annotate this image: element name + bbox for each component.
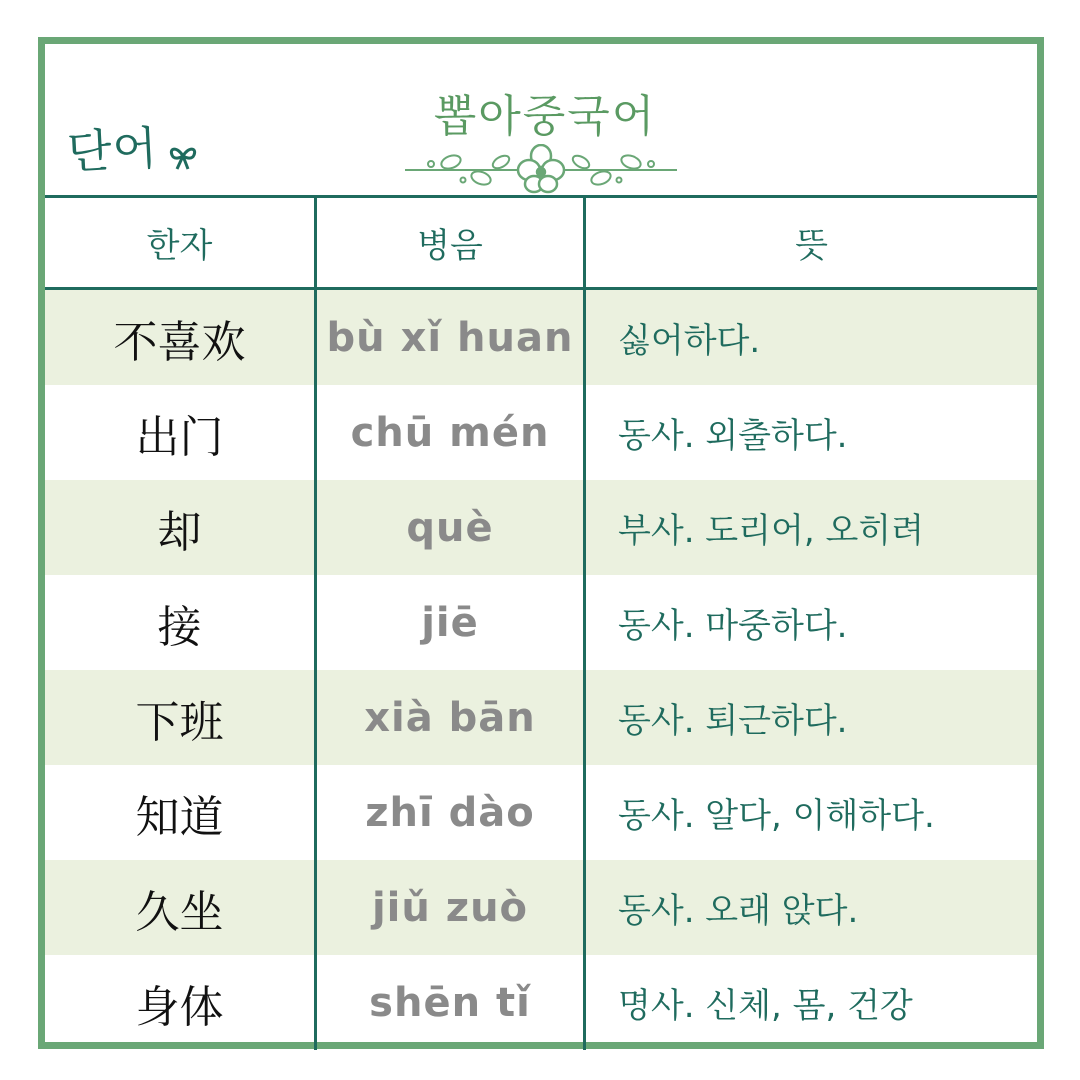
table-row <box>45 575 1037 670</box>
word-title: 단어 <box>65 120 160 180</box>
pinyin-cell: jiē <box>317 575 586 670</box>
hanzi-cell: 却 <box>45 480 317 575</box>
vocabulary-table <box>45 195 1037 1050</box>
meaning-cell: 동사. 퇴근하다. <box>618 701 848 741</box>
column-header-pinyin: 병음 <box>317 198 586 287</box>
meaning-cell: 동사. 외출하다. <box>618 416 848 456</box>
hanzi-cell: 身体 <box>45 955 317 1050</box>
table-header-row <box>45 195 1037 290</box>
brand-title: 뽑아중국어 <box>433 91 657 142</box>
hanzi-cell: 出门 <box>45 385 317 480</box>
meaning-cell: 동사. 마중하다. <box>618 606 848 646</box>
table-row <box>45 860 1037 955</box>
table-row <box>45 955 1037 1050</box>
pinyin-cell: chū mén <box>317 385 586 480</box>
column-header-meaning: 뜻 <box>795 226 828 266</box>
bow-icon <box>167 142 199 172</box>
pinyin-cell: jiǔ zuò <box>317 860 586 955</box>
card-header <box>45 44 1037 195</box>
hanzi-cell: 久坐 <box>45 860 317 955</box>
meaning-cell: 싫어하다. <box>618 321 761 361</box>
pinyin-cell: zhī dào <box>317 765 586 860</box>
column-header-hanzi: 한자 <box>45 198 317 287</box>
meaning-cell: 부사. 도리어, 오히려 <box>618 511 924 551</box>
table-row <box>45 765 1037 860</box>
hanzi-cell: 接 <box>45 575 317 670</box>
floral-ornament-icon <box>401 144 681 194</box>
pinyin-cell: xià bān <box>317 670 586 765</box>
table-row <box>45 290 1037 385</box>
pinyin-cell: shēn tǐ <box>317 955 586 1050</box>
pinyin-cell: bù xǐ huan <box>317 290 586 385</box>
meaning-cell: 동사. 알다, 이해하다. <box>618 796 935 836</box>
pinyin-cell: què <box>317 480 586 575</box>
vocabulary-card <box>38 37 1044 1049</box>
hanzi-cell: 不喜欢 <box>45 290 317 385</box>
table-row <box>45 480 1037 575</box>
hanzi-cell: 知道 <box>45 765 317 860</box>
meaning-cell: 동사. 오래 앉다. <box>618 891 859 931</box>
hanzi-cell: 下班 <box>45 670 317 765</box>
table-row <box>45 385 1037 480</box>
meaning-cell: 명사. 신체, 몸, 건강 <box>618 986 913 1026</box>
table-row <box>45 670 1037 765</box>
